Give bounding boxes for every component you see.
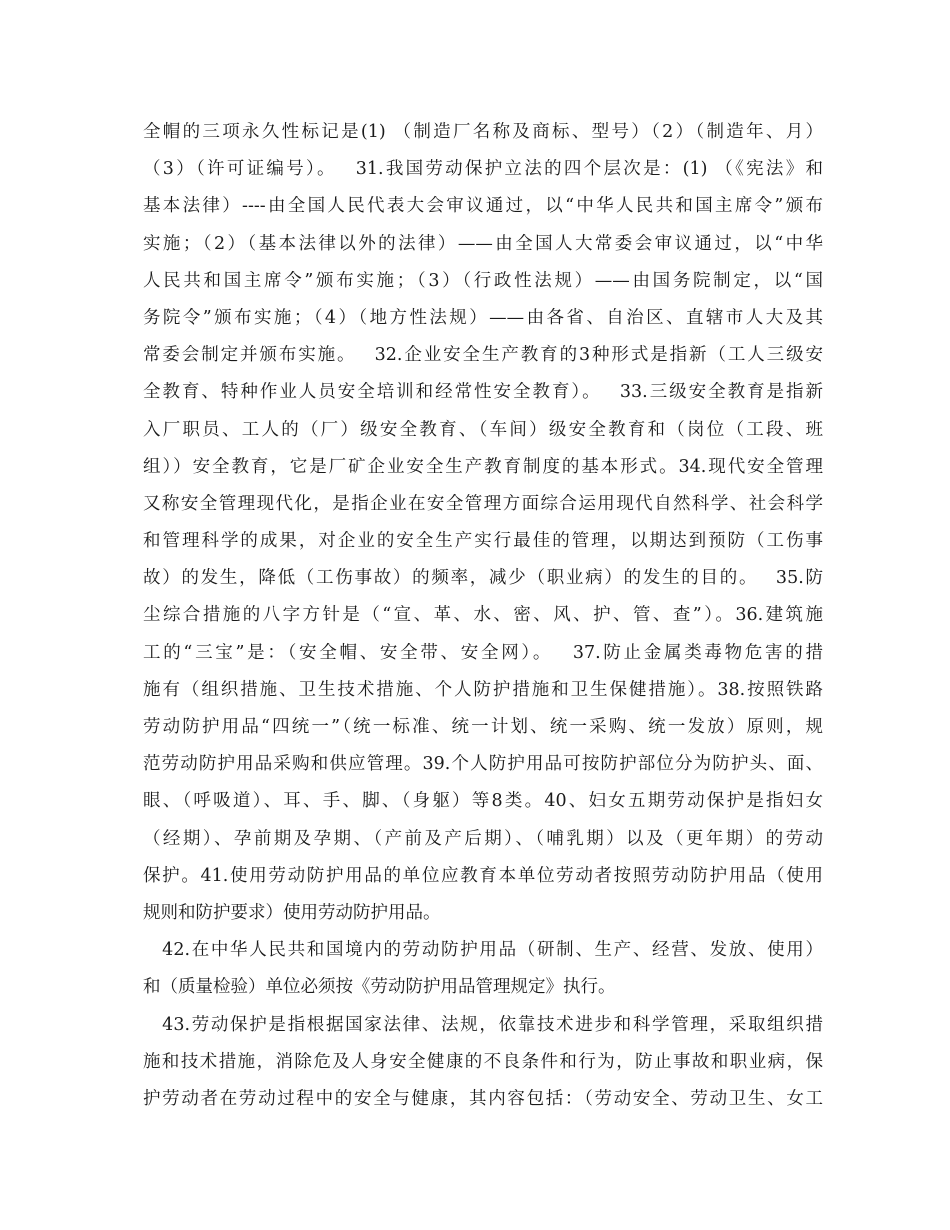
text-line: 尘综合措施的八字方针是（“宣、革、水、密、风、护、管、查”）。36.建筑施 <box>143 605 823 626</box>
text-line: 护劳动者在劳动过程中的安全与健康，其内容包括：（劳动安全、劳动卫生、女工 <box>143 1088 823 1109</box>
text-line: 范劳动防护用品采购和供应管理。39.个人防护用品可按防护部位分为防护头、面、 <box>143 754 823 775</box>
text-line: 务院令”颁布实施；（4）（地方性法规）——由各省、自治区、直辖市人大及其 <box>143 307 823 328</box>
text-line: （经期）、孕前期及孕期、（产前及产后期）、（哺乳期）以及（更年期）的劳动 <box>143 828 823 849</box>
text-line: 入厂职员、工人的（厂）级安全教育、（车间）级安全教育和（岗位（工段、班 <box>143 419 823 440</box>
text-line: 基本法律）----由全国人民代表大会审议通过，以“中华人民共和国主席令”颁布 <box>143 196 823 217</box>
text-line: 42.在中华人民共和国境内的劳动防护用品（研制、生产、经营、发放、使用） <box>143 940 823 961</box>
text-line: 规则和防护要求）使用劳动防护用品。 <box>143 902 441 923</box>
text-line: 又称安全管理现代化，是指企业在安全管理方面综合运用现代自然科学、社会科学 <box>143 493 823 514</box>
text-line: 人民共和国主席令”颁布实施；（3）（行政性法规）——由国务院制定，以“国 <box>143 270 823 291</box>
text-line: 全教育、特种作业人员安全培训和经常性安全教育）。 33.三级安全教育是指新 <box>143 382 823 403</box>
text-line: 保护。41.使用劳动防护用品的单位应教育本单位劳动者按照劳动防护用品（使用 <box>143 865 823 886</box>
text-line: 眼、（呼吸道）、耳、手、脚、（身躯）等8类。40、妇女五期劳动保护是指妇女 <box>143 791 823 812</box>
body-text <box>143 114 823 1118</box>
text-line: （3）（许可证编号）。 31.我国劳动保护立法的四个层次是：(1) （《宪法》和 <box>143 159 823 180</box>
text-line: 43.劳动保护是指根据国家法律、法规，依靠技术进步和科学管理，采取组织措 <box>143 1014 823 1035</box>
text-line: 劳动防护用品“四统一”（统一标准、统一计划、统一采购、统一发放）原则，规 <box>143 717 823 737</box>
text-line: 和（质量检验）单位必须按《劳动防护用品管理规定》执行。 <box>143 977 616 998</box>
text-line: 施有（组织措施、卫生技术措施、个人防护措施和卫生保健措施）。38.按照铁路 <box>143 679 823 700</box>
text-line: 工的“三宝”是：（安全帽、安全带、安全网）。 37.防止金属类毒物危害的措 <box>143 642 823 663</box>
text-line: 和管理科学的成果，对企业的安全生产实行最佳的管理，以期达到预防（工伤事 <box>143 531 823 552</box>
text-line: 组））安全教育，它是厂矿企业安全生产教育制度的基本形式。34.现代安全管理 <box>143 456 823 477</box>
text-line: 故）的发生，降低（工伤事故）的频率，减少（职业病）的发生的目的。 35.防 <box>143 568 823 589</box>
text-line: 施和技术措施，消除危及人身安全健康的不良条件和行为，防止事故和职业病，保 <box>143 1051 823 1072</box>
text-line: 全帽的三项永久性标记是(1) （制造厂名称及商标、型号）（2）（制造年、月） <box>143 122 823 142</box>
text-line: 常委会制定并颁布实施。 32.企业安全生产教育的3种形式是指新（工人三级安 <box>143 345 823 366</box>
text-line: 实施；（2）（基本法律以外的法律）——由全国人大常委会审议通过，以“中华 <box>143 233 823 254</box>
